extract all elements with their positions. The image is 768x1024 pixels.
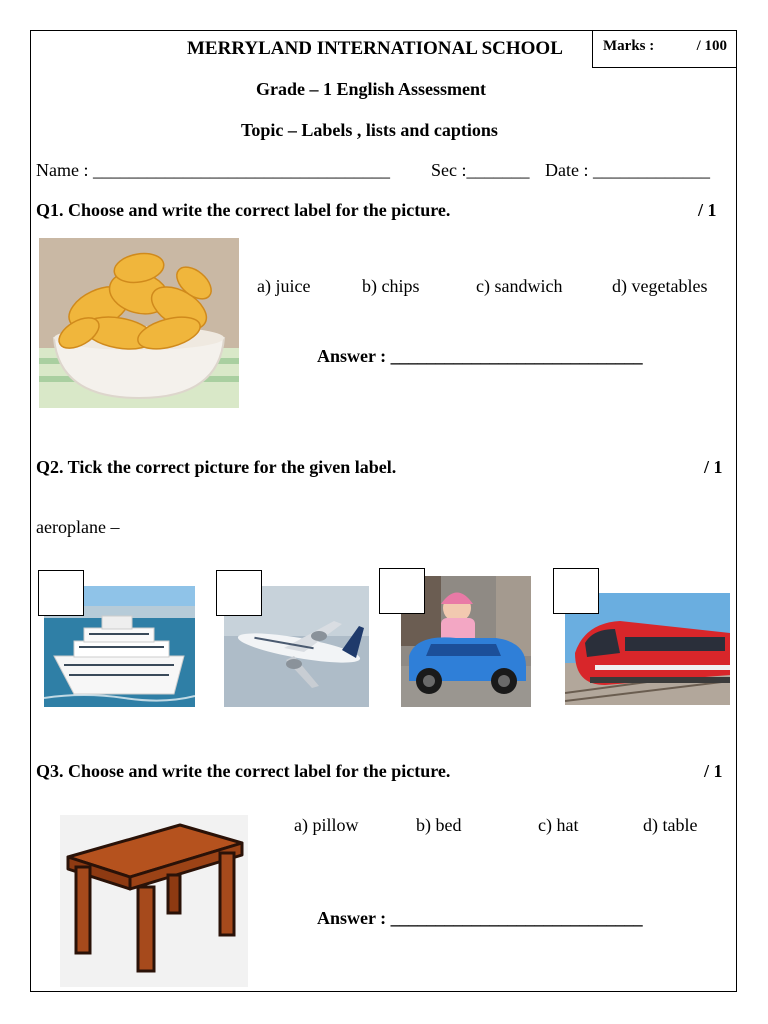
q1-option-a: a) juice (257, 276, 311, 296)
name-field[interactable]: Name : _________________________________ (36, 160, 390, 180)
q3-option-c: c) hat (538, 815, 579, 835)
school-name: MERRYLAND INTERNATIONAL SCHOOL (187, 38, 563, 59)
q2-checkbox-train[interactable] (553, 568, 599, 614)
grade-title: Grade – 1 English Assessment (256, 79, 487, 99)
q1-marks: / 1 (698, 200, 717, 220)
date-field[interactable]: Date : _____________ (545, 160, 710, 180)
q2-label-word: aeroplane – (36, 517, 120, 537)
q1-option-c: c) sandwich (476, 276, 563, 296)
q3-option-a: a) pillow (294, 815, 359, 835)
q3-option-b: b) bed (416, 815, 462, 835)
topic-title: Topic – Labels , lists and captions (241, 120, 498, 140)
q3-option-d: d) table (643, 815, 698, 835)
q2-question: Q2. Tick the correct picture for the given label. (36, 457, 397, 477)
q2-checkbox-ship[interactable] (38, 570, 84, 616)
q2-checkbox-car[interactable] (379, 568, 425, 614)
q3-question: Q3. Choose and write the correct label for the picture. (36, 761, 451, 781)
q3-marks: / 1 (704, 761, 723, 781)
q1-answer-field[interactable]: Answer : ____________________________ (317, 346, 643, 366)
section-field[interactable]: Sec :_______ (431, 160, 530, 180)
q2-checkbox-aeroplane[interactable] (216, 570, 262, 616)
table-image (60, 815, 248, 987)
q1-option-d: d) vegetables (612, 276, 708, 296)
marks-label: Marks : (603, 38, 655, 54)
marks-total: / 100 (696, 38, 727, 54)
marks-box (592, 30, 737, 68)
chips-bowl-image (39, 238, 239, 408)
q1-option-b: b) chips (362, 276, 420, 296)
q1-question: Q1. Choose and write the correct label for the picture. (36, 200, 451, 220)
q2-marks: / 1 (704, 457, 723, 477)
q3-answer-field[interactable]: Answer : ____________________________ (317, 908, 643, 928)
